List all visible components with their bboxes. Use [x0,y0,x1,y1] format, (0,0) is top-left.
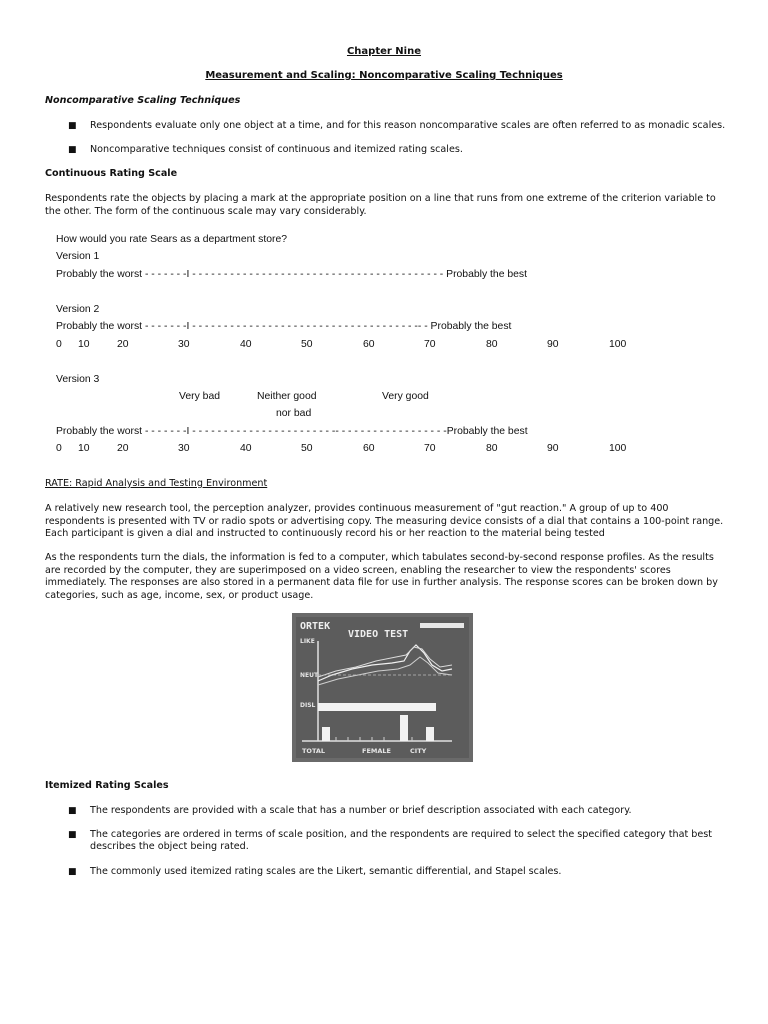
tick-label: 10 [78,339,90,350]
tick-label: 40 [240,339,252,350]
tick-label: 80 [486,443,498,454]
rate-paragraph-1: A relatively new research tool, the perception analyzer, provides continuous measurement of "gut reaction." A group of up to 400 respondents is presented with TV or radio spots or advertising copy. The measuring device consists of a dial that contains a 100-point range. Each participant is given a dial and instructed to continuously record his or her reaction to the material being tested [45,503,724,540]
tick-label: 40 [240,443,252,454]
video-test-graphic [292,613,473,762]
tick-label: 50 [301,443,313,454]
figure-neut-label: NEUT [300,672,319,679]
bullet-text: Respondents evaluate only one object at a time, and for this reason noncomparative scales are often referred to as monadic scales. [90,120,726,131]
tick-label: 0 [56,443,62,454]
bullet-icon: ■ [68,867,77,877]
bullet-icon: ■ [68,806,77,816]
tick-label: 30 [178,443,190,454]
anchor-nor-bad: nor bad [276,408,312,419]
figure-disl-label: DISL [300,702,316,709]
tick-label: 20 [117,443,129,454]
tick-label: 90 [547,339,559,350]
bullet-icon: ■ [68,145,77,155]
video-test-screen-photo [292,613,473,762]
section-heading-noncomparative: Noncomparative Scaling Techniques [45,95,241,106]
figure-brand: ORTEK [300,621,331,632]
section-heading-continuous: Continuous Rating Scale [45,168,178,179]
tick-label: 0 [56,339,62,350]
anchor-very-good: Very good [382,391,429,402]
figure-like-label: LIKE [300,638,315,645]
page-title: Measurement and Scaling: Noncomparative Scaling Techniques [205,70,563,81]
bullet-icon: ■ [68,121,77,131]
bullet-text: Noncomparative techniques consist of continuous and itemized rating scales. [90,144,463,155]
bullet-text: The commonly used itemized rating scales are the Likert, semantic differential, and Stapel scales. [90,866,562,877]
tick-label: 20 [117,339,129,350]
figure-city-label: CITY [410,747,427,755]
tick-label: 60 [363,443,375,454]
tick-label: 60 [363,339,375,350]
bullet-text: The respondents are provided with a scale that has a number or brief description associated with each category. [90,805,632,816]
version-3-scale: Probably the worst - - - - - - -I - - - - - - - - - - - - - - - - - - - - - - -- - - - - - - - - - - - - - - - - -Probably the best [56,426,528,437]
figure-total-label: TOTAL [302,747,326,755]
anchor-very-bad: Very bad [179,391,221,402]
example-question: How would you rate Sears as a department store? [56,234,288,245]
chapter-heading: Chapter Nine [346,46,422,57]
version-2-scale: Probably the worst - - - - - - -I - - - - - - - - - - - - - - - - - - - - - - - - - - - - - - - - - - - -- - Probably the best [56,321,512,332]
tick-label: 70 [424,443,436,454]
figure-title: VIDEO TEST [348,629,409,640]
bullet-icon: ■ [68,830,77,840]
tick-label: 70 [424,339,436,350]
tick-label: 50 [301,339,313,350]
tick-label: 100 [609,339,627,350]
anchor-neither-good: Neither good [257,391,317,402]
continuous-paragraph: Respondents rate the objects by placing a mark at the appropriate position on a line that runs from one extreme of the criterion variable to the other. The form of the continuous scale may vary considerably. [45,193,716,217]
bullet-text: The categories are ordered in terms of scale position, and the respondents are required to select the specified category that best describes the object being rated. [90,829,713,853]
tick-label: 10 [78,443,90,454]
version-1-scale: Probably the worst - - - - - - -I - - - - - - - - - - - - - - - - - - - - - - - - - - - - - - - - - - - - - - - - Probably the best [56,269,528,280]
rate-paragraph-2: As the respondents turn the dials, the information is fed to a computer, which tabulates second-by-second response profiles. As the results are recorded by the computer, they are superimposed on a video screen, enabling the researcher to view the respondents' scores immediately. The responses are also stored in a permanent data file for use in further analysis. The response scores can be broken down by categories, such as age, income, sex, or product usage. [45,552,718,601]
tick-label: 90 [547,443,559,454]
section-heading-itemized: Itemized Rating Scales [45,780,169,791]
tick-label: 30 [178,339,190,350]
version-3-label: Version 3 [56,374,100,385]
tick-label: 80 [486,339,498,350]
version-1-label: Version 1 [56,251,100,262]
tick-label: 100 [609,443,627,454]
figure-female-label: FEMALE [362,747,391,755]
version-2-label: Version 2 [56,304,100,315]
rate-heading: RATE: Rapid Analysis and Testing Environment [45,478,268,489]
